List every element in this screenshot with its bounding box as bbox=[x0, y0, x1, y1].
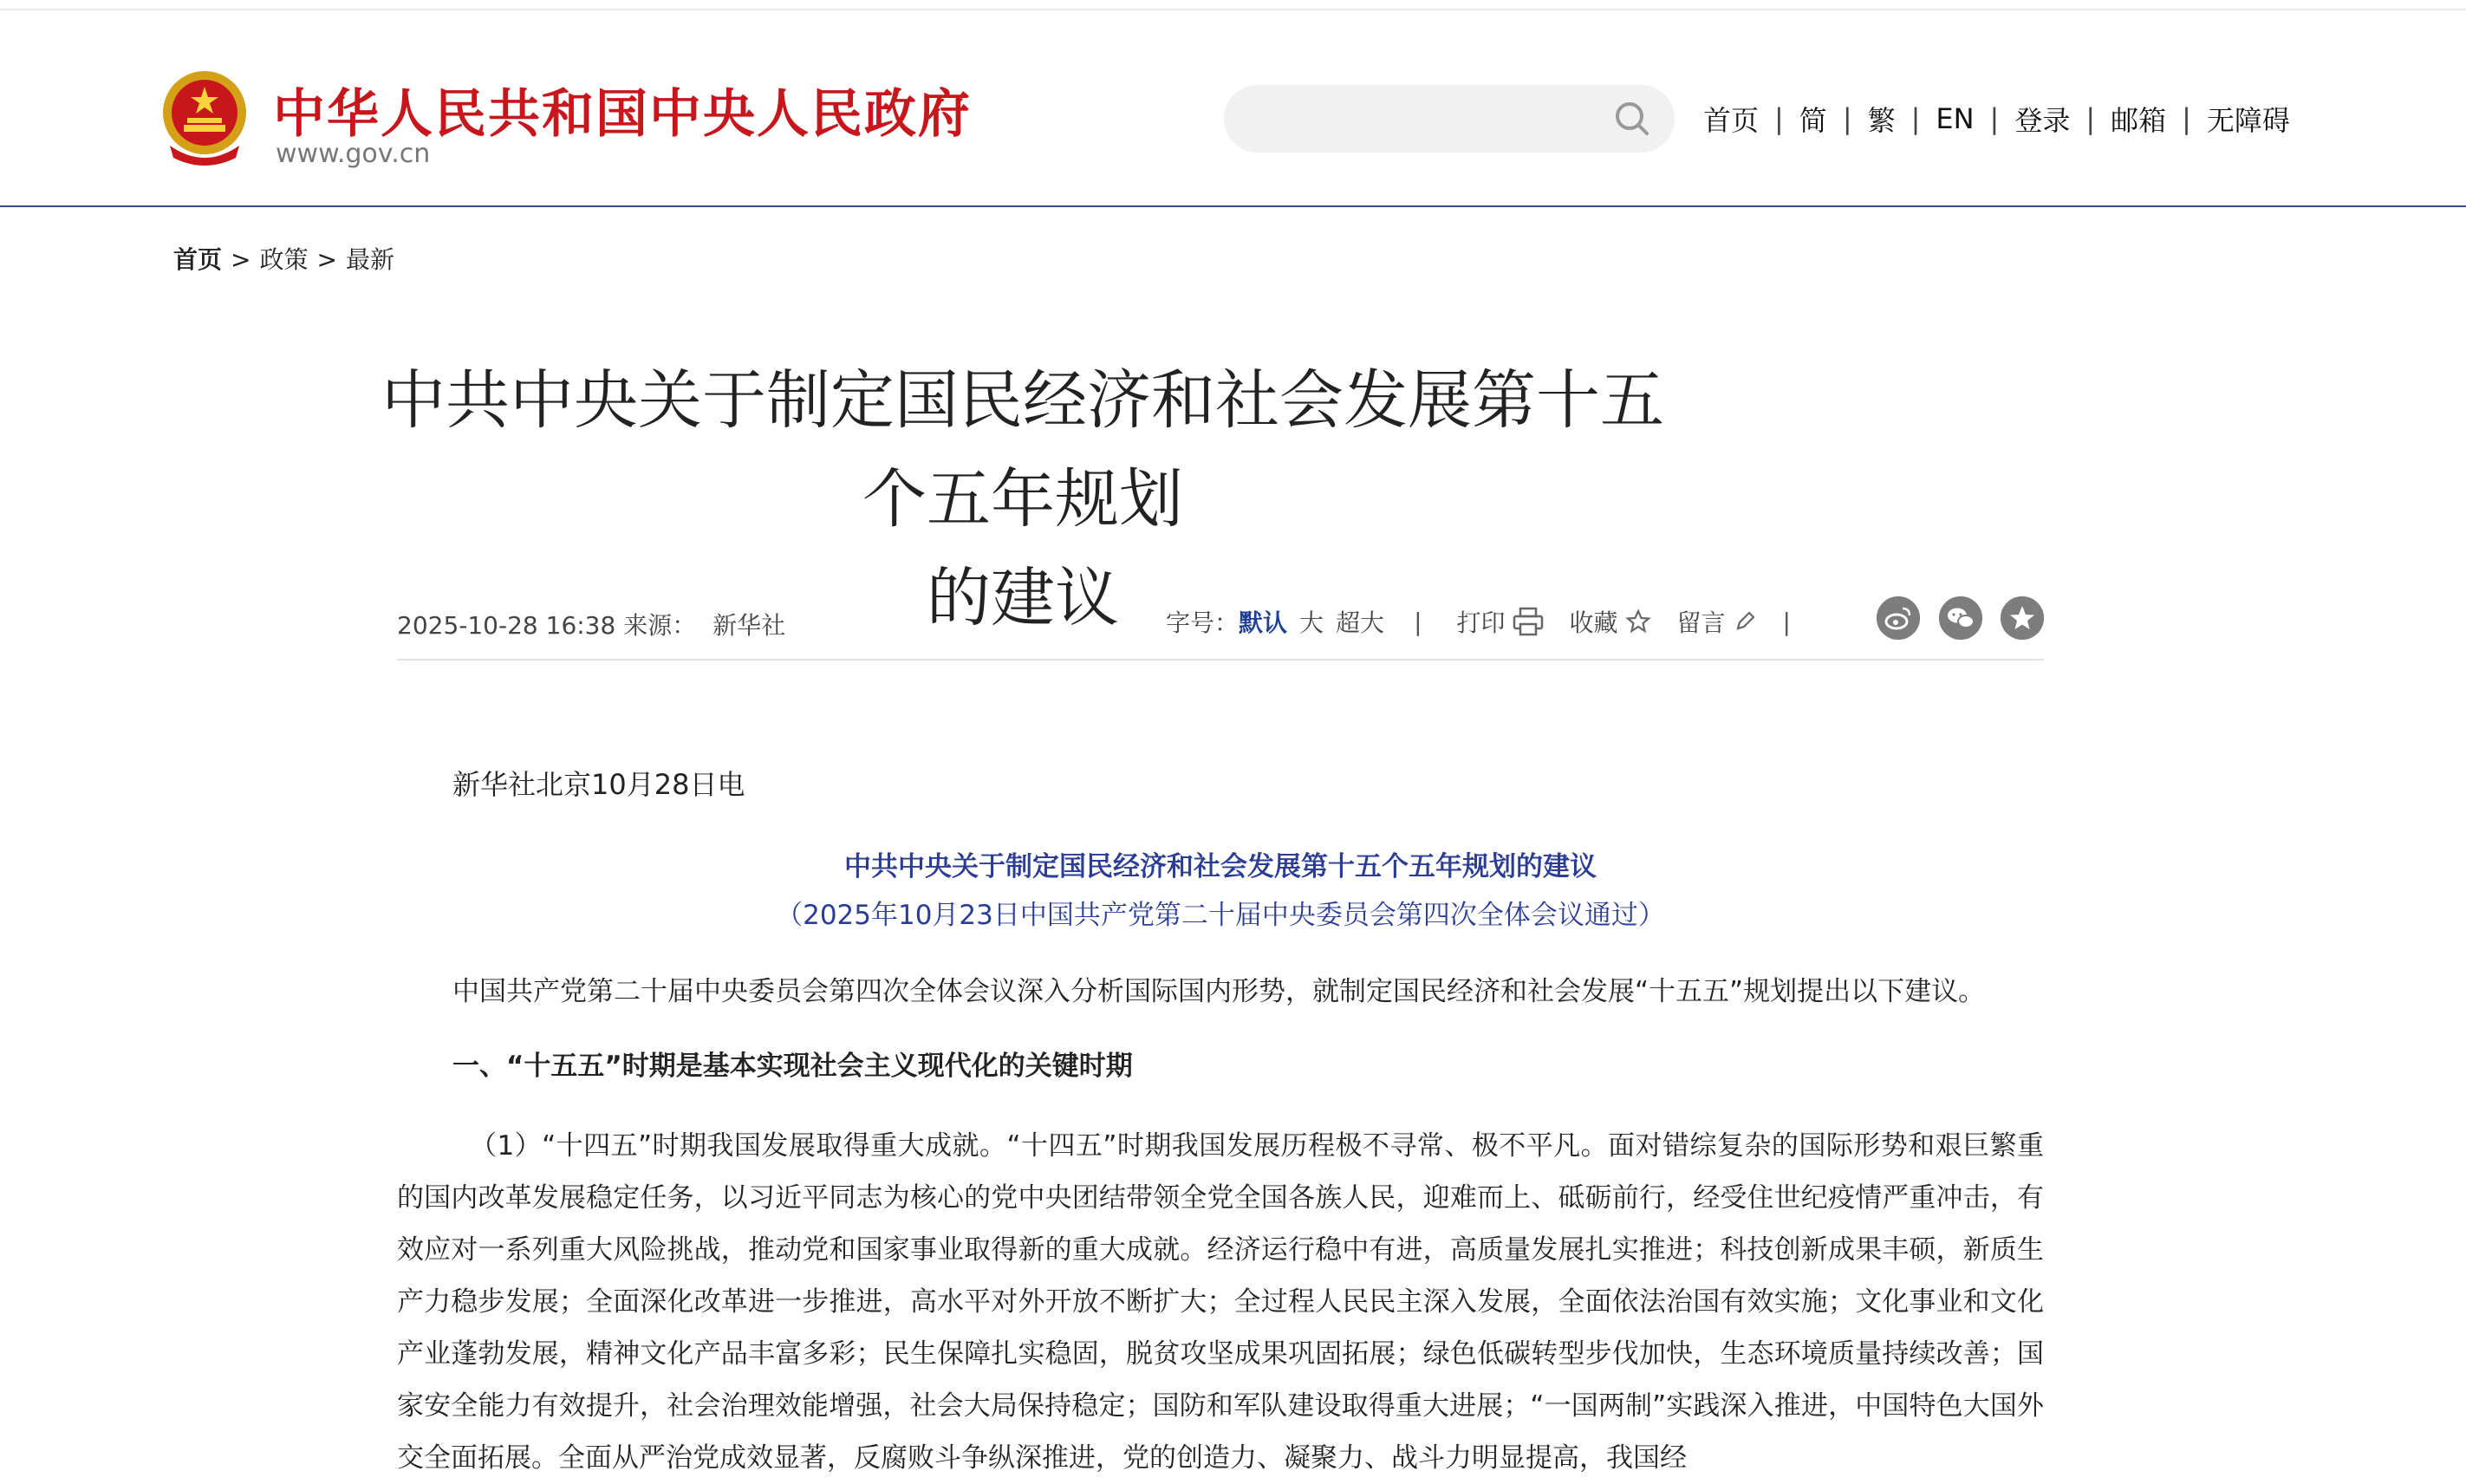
favorite-label: 收藏 bbox=[1569, 609, 1618, 637]
wechat-icon[interactable] bbox=[1939, 596, 1982, 640]
nav-simplified[interactable]: 简 bbox=[1799, 104, 1827, 137]
comment-button[interactable] bbox=[1677, 604, 1757, 639]
nav-separator: | bbox=[2182, 102, 2191, 135]
site-header bbox=[0, 9, 2466, 207]
meta-divider bbox=[397, 659, 2044, 661]
weibo-icon[interactable] bbox=[1877, 596, 1920, 640]
search-icon[interactable] bbox=[1614, 101, 1650, 137]
breadcrumb-latest[interactable]: 最新 bbox=[345, 245, 394, 274]
star-outline-icon bbox=[1625, 609, 1651, 635]
breadcrumb-policy[interactable]: 政策 bbox=[259, 245, 309, 274]
toolbar-divider: | bbox=[1414, 607, 1422, 636]
font-size-label: 字号： bbox=[1166, 609, 1240, 637]
search-input[interactable] bbox=[1224, 85, 1675, 153]
breadcrumb-home[interactable]: 首页 bbox=[173, 245, 223, 274]
article-meta bbox=[397, 607, 785, 641]
printer-icon bbox=[1513, 607, 1544, 636]
source-label: 来源： bbox=[623, 611, 697, 640]
section-heading: 一、“十五五”时期是基本实现社会主义现代化的关键时期 bbox=[452, 1051, 1133, 1082]
font-size-large[interactable]: 大 bbox=[1299, 609, 1324, 637]
dateline: 新华社北京10月28日电 bbox=[452, 768, 745, 801]
nav-separator: | bbox=[2085, 102, 2096, 135]
toolbar-divider: | bbox=[1782, 607, 1791, 636]
article-title bbox=[381, 351, 1664, 648]
nav-separator: | bbox=[1842, 102, 1852, 135]
top-nav bbox=[1703, 99, 2290, 139]
breadcrumb-separator: > bbox=[231, 245, 251, 274]
nav-mail[interactable]: 邮箱 bbox=[2111, 104, 2167, 137]
nav-home[interactable]: 首页 bbox=[1703, 104, 1760, 137]
font-size-xlarge[interactable]: 超大 bbox=[1336, 609, 1385, 637]
nav-separator: | bbox=[1774, 102, 1784, 135]
nav-accessibility[interactable]: 无障碍 bbox=[2206, 104, 2290, 137]
article-toolbar bbox=[1166, 604, 1834, 639]
document-title: 中共中央关于制定国民经济和社会发展第十五个五年规划的建议 bbox=[844, 851, 1597, 882]
article-title-line2: 的建议 bbox=[927, 561, 1119, 635]
favorite-button[interactable] bbox=[1570, 604, 1651, 639]
font-size-default[interactable]: 默认 bbox=[1239, 609, 1288, 637]
site-title[interactable]: 中华人民共和国中央人民政府 bbox=[273, 84, 972, 145]
print-button[interactable] bbox=[1457, 604, 1544, 639]
nav-english[interactable]: EN bbox=[1936, 102, 1975, 135]
national-emblem-icon[interactable] bbox=[158, 68, 251, 170]
publish-datetime: 2025-10-28 16:38 bbox=[397, 611, 616, 640]
star-icon[interactable] bbox=[2001, 596, 2044, 640]
source-name: 新华社 bbox=[712, 611, 786, 640]
nav-separator: | bbox=[1910, 102, 1921, 135]
breadcrumb bbox=[173, 241, 394, 276]
print-label: 打印 bbox=[1456, 609, 1506, 637]
breadcrumb-separator: > bbox=[316, 245, 337, 274]
nav-login[interactable]: 登录 bbox=[2014, 104, 2071, 137]
article-title-line1: 中共中央关于制定国民经济和社会发展第十五个五年规划 bbox=[381, 363, 1664, 537]
document-subtitle: （2025年10月23日中国共产党第二十届中央委员会第四次全体会议通过） bbox=[776, 900, 1665, 931]
comment-label: 留言 bbox=[1676, 609, 1726, 637]
intro-paragraph: 中国共产党第二十届中央委员会第四次全体会议深入分析国际国内形势，就制定国民经济和社会发展“十五五”规划提出以下建议。 bbox=[452, 976, 1986, 1007]
pencil-icon bbox=[1733, 609, 1757, 634]
body-paragraph: （1）“十四五”时期我国发展取得重大成就。“十四五”时期我国发展历程极不寻常、极不平凡。面对错综复杂的国际形势和艰巨繁重的国内改革发展稳定任务，以习近平同志为核心的党中央团结带领全党全国各族人民，迎难而上、砥砺前行，经受住世纪疫情严重冲击，有效应对一系列重大风险挑战，推动党和国家事业取得新的重大成就。经济运行稳中有进，高质量发展扎实推进；科技创新成果丰硕，新质生产力稳步发展；全面深化改革进一步推进，高水平对外开放不断扩大；全过程人民民主深入发展，全面依法治国有效实施；文化事业和文化产业蓬勃发展，精神文化产品丰富多彩；民生保障扎实稳固，脱贫攻坚成果巩固拓展；绿色低碳转型步伐加快，生态环境质量持续改善；国家安全能力有效提升，社会治理效能增强，社会大局保持稳定；国防和军队建设取得重大进展；“一国两制”实践深入推进，中国特色大国外交全面拓展。全面从严治党成效显著，反腐败斗争纵深推进，党的创造力、凝聚力、战斗力明显提高，我国经 bbox=[397, 1130, 2044, 1474]
nav-separator: | bbox=[1989, 102, 2000, 135]
site-url[interactable]: www.gov.cn bbox=[276, 139, 431, 169]
nav-traditional[interactable]: 繁 bbox=[1867, 104, 1896, 137]
